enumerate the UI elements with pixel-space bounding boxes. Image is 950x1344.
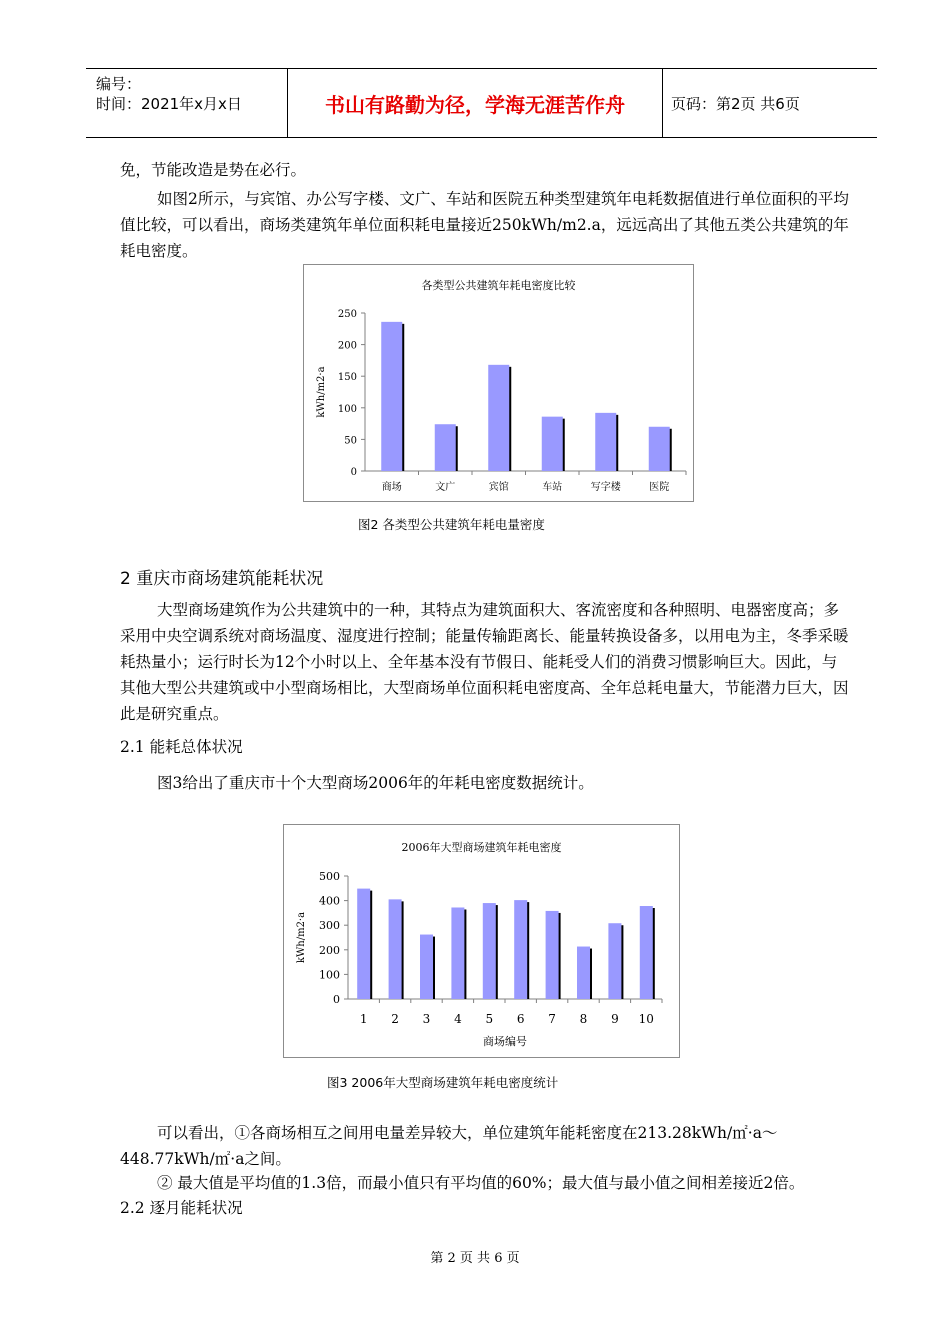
chart-title: 2006年大型商场建筑年耗电密度 — [401, 841, 562, 854]
paragraph-4: 图3给出了重庆市十个大型商场2006年的年耗电密度数据统计。 — [157, 774, 594, 792]
y-axis-label: kWh/m2·a — [316, 366, 327, 418]
bar — [435, 424, 456, 471]
y-tick-label: 0 — [350, 467, 357, 478]
bar — [514, 900, 527, 999]
x-tick-label: 宾馆 — [488, 482, 509, 493]
bar — [640, 906, 653, 999]
x-tick-label: 医院 — [649, 482, 670, 493]
figure-2-caption: 图2 各类型公共建筑年耗电量密度 — [358, 517, 545, 532]
time-label: 时间：2021年x月x日 — [96, 95, 242, 113]
bar — [649, 427, 670, 471]
bar — [577, 947, 590, 999]
x-tick-label: 5 — [485, 1012, 494, 1026]
bar — [357, 889, 370, 999]
chart-plot — [284, 825, 679, 1057]
chart-building-types — [303, 264, 694, 502]
x-tick-label: 9 — [611, 1012, 619, 1026]
y-axis-label: kWh/m2·a — [296, 911, 307, 964]
paragraph-3: 大型商场建筑作为公共建筑中的一种，其特点为建筑面积大、客流密度和各种照明、电器密度高；多采用中央空调系统对商场温度、湿度进行控制；能量传输距离长、能量转换设备多，以用电为主，冬季采暖耗热量小；运行时长为12个小时以上、全年基本没有节假日、能耗受人们的消费习惯影响巨大。因此，与其他大型公共建筑或中小型商场相比，大型商场单位面积耗电密度高、全年总耗电量大，节能潜力巨大，因此是研究重点。 — [120, 601, 849, 723]
y-tick-label: 100 — [319, 968, 340, 982]
chart-plot — [304, 265, 693, 501]
x-tick-label: 6 — [516, 1012, 525, 1026]
bar — [381, 322, 402, 471]
x-tick-label: 2 — [391, 1012, 399, 1026]
y-tick-label: 250 — [337, 309, 357, 320]
bar — [608, 923, 621, 999]
x-tick-label: 7 — [548, 1012, 556, 1026]
x-tick-label: 3 — [422, 1012, 431, 1026]
x-axis-label: 商场编号 — [483, 1035, 527, 1048]
figure-3-caption: 图3 2006年大型商场建筑年耗电密度统计 — [327, 1075, 559, 1090]
paragraph-1: 免，节能改造是势在必行。 — [120, 161, 307, 179]
bar — [451, 907, 464, 999]
header-motto: 书山有路勤为径，学海无涯苦作舟 — [288, 69, 663, 137]
bar — [546, 911, 559, 999]
page-footer: 第 2 页 共 6 页 — [430, 1251, 520, 1266]
y-tick-label: 150 — [337, 372, 357, 384]
chart-malls-2006 — [283, 824, 680, 1058]
subsection-2-1: 2.1 能耗总体状况 — [120, 738, 243, 756]
y-tick-label: 300 — [319, 919, 340, 933]
paragraph-2: 如图2所示，与宾馆、办公写字楼、文广、车站和医院五种类型建筑年电耗数据值进行单位面积的平均值比较，可以看出，商场类建筑年单位面积耗电量接近250kWh/m2.a，远远高出了其他五类公共建筑的年耗电密度。 — [120, 190, 849, 260]
bar — [542, 417, 563, 471]
bar — [595, 413, 616, 471]
x-tick-label: 10 — [638, 1012, 654, 1026]
bar — [488, 365, 509, 471]
y-tick-label: 500 — [319, 870, 340, 883]
header-page-info: 页码：第2页 共6页 — [671, 94, 800, 113]
x-tick-label: 文广 — [435, 482, 456, 493]
x-tick-label: 写字楼 — [590, 482, 621, 493]
x-tick-label: 车站 — [542, 482, 563, 493]
x-tick-label: 1 — [359, 1012, 368, 1026]
y-tick-label: 200 — [319, 943, 340, 957]
y-tick-label: 200 — [337, 340, 357, 352]
section-2-title: 2 重庆市商场建筑能耗状况 — [120, 569, 324, 589]
page-header — [86, 68, 877, 138]
y-tick-label: 0 — [333, 993, 340, 1006]
header-meta — [86, 69, 288, 137]
y-tick-label: 400 — [319, 894, 340, 908]
bar — [389, 899, 402, 999]
bar — [483, 903, 496, 999]
chart-title: 各类型公共建筑年耗电密度比较 — [421, 279, 576, 292]
x-tick-label: 商场 — [381, 482, 402, 493]
paragraph-5: 可以看出，①各商场相互之间用电量差异较大，单位建筑年能耗密度在213.28kWh/㎡·a～448.77kWh/㎡·a之间。 — [120, 1124, 778, 1168]
y-tick-label: 100 — [337, 403, 357, 415]
bar — [420, 935, 433, 999]
subsection-2-2: 2.2 逐月能耗状况 — [120, 1199, 243, 1217]
x-tick-label: 8 — [579, 1012, 588, 1026]
y-tick-label: 50 — [344, 435, 357, 447]
x-tick-label: 4 — [454, 1012, 462, 1026]
number-label: 编号： — [96, 75, 142, 93]
paragraph-6: ② 最大值是平均值的1.3倍，而最小值只有平均值的60%；最大值与最小值之间相差接近2倍。 — [157, 1174, 805, 1192]
